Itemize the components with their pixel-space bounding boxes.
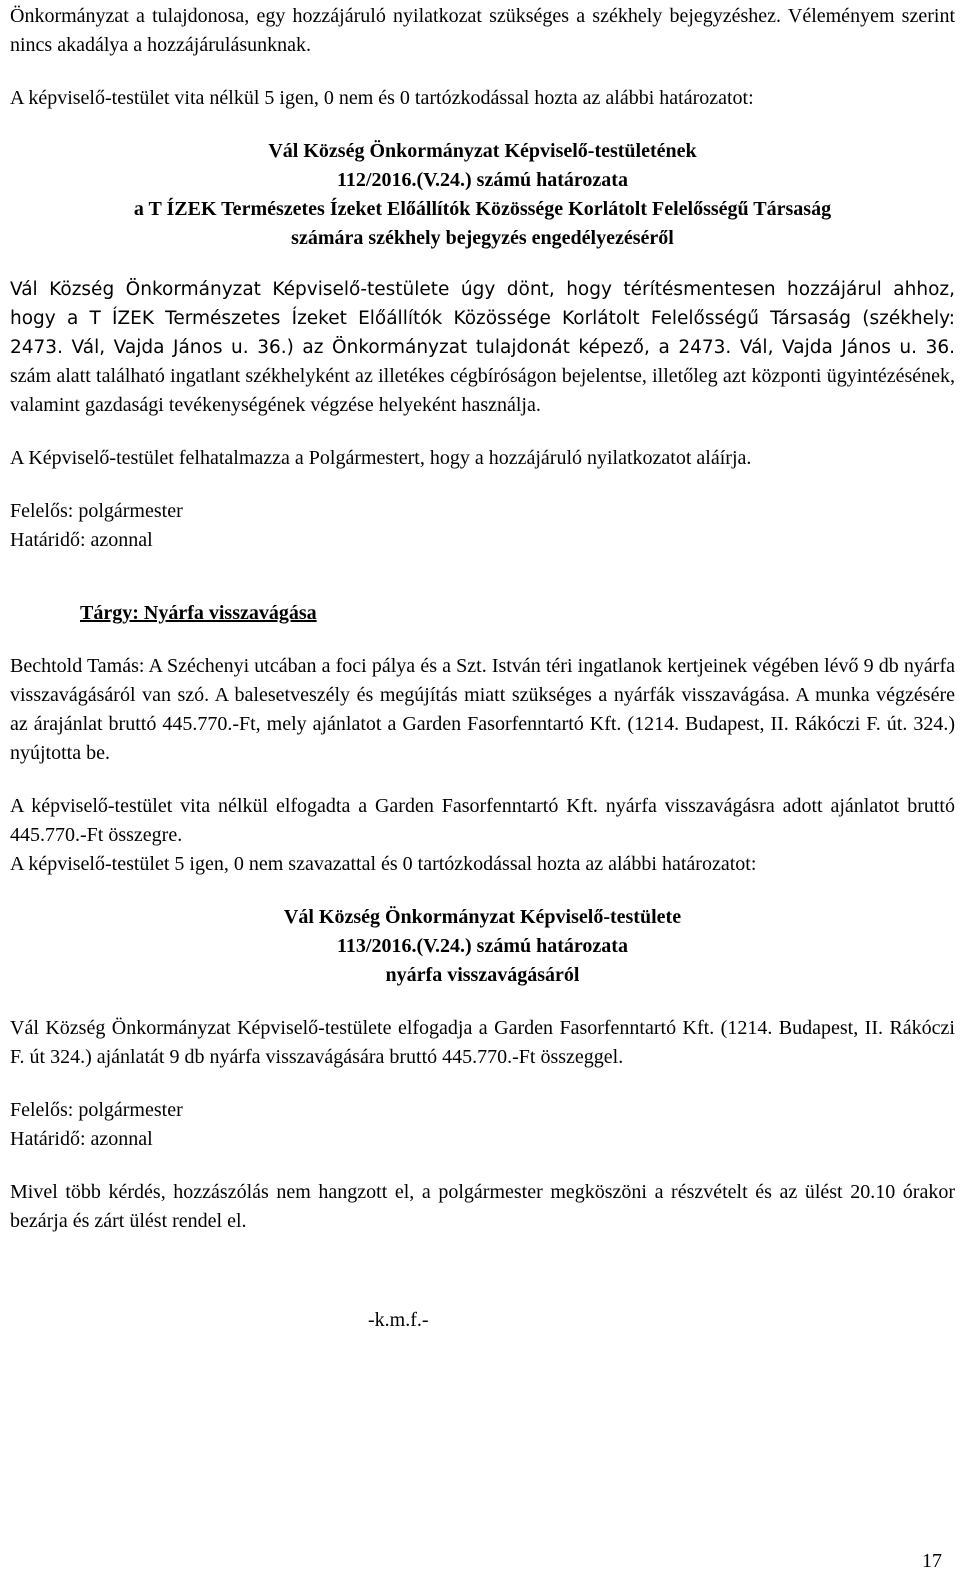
resolution-1-subject-line-2: számára székhely bejegyzés engedélyezéséről [291,227,674,249]
resolution-1-responsible: Felelős: polgármester [10,500,183,522]
resolution-2-subject: nyárfa visszavágásáról [385,964,580,986]
bechtold-paragraph: Bechtold Tamás: A Széchenyi utcában a foci pálya és a Szt. István téri ingatlanok kertjeinek végében lévő 9 db nyárfa visszavágásáról van szó. A balesetveszély és megújítás miatt szükséges a nyárfák visszavágása. A munka végzésére az árajánlat bruttó 445.770.-Ft, mely ajánlatot a Garden Fasorfenntartó Kft. (1214. Budapest, II. Rákóczi F. út. 324.) nyújtotta be. [10,655,955,764]
closing-paragraph: Mivel több kérdés, hozzászólás nem hangzott el, a polgármester megköszöni a részvételt és az ülést 20.10 órakor bezárja és zárt ülést rendel el. [10,1181,955,1232]
resolution-1-body-tail: szám alatt található ingatlant székhelyként az illetékes cégbíróságon bejelentse, illetőleg azt központi ügyintézésének, valamint gazdasági tevékenységének végzése helyeként használja. [10,365,955,416]
resolution-2-body-name: Vál Község Önkormányzat Képviselő-testülete [283,906,682,928]
resolution-1-heading [10,137,955,253]
resolution-2-number: 113/2016.(V.24.) számú határozata [337,935,628,957]
resolution-1-body [10,275,955,420]
vote-statement-2: A képviselő-testület 5 igen, 0 nem szavazattal és 0 tartózkodással hozta az alábbi határozatot: [10,853,757,875]
resolution-1-body-sans: Vál Község Önkormányzat Képviselő-testülete úgy dönt, hogy térítésmentesen hozzájárul ahhoz, hogy a T ÍZEK Természetes Ízeket Előállítók Közössége Korlátolt Felelősségű Társaság (székhely: 2473. Vál, Vajda János u. 36.) az Önkormányzat tulajdonát képező, a 2473. Vál, Vajda János u. 36. [10,279,955,358]
signature-marker: -k.m.f.- [368,1309,429,1331]
resolution-2-deadline: Határidő: azonnal [10,1128,153,1150]
resolution-1-authorization: A Képviselő-testület felhatalmazza a Polgármestert, hogy a hozzájáruló nyilatkozatot aláírja. [10,447,752,469]
resolution-1-number: 112/2016.(V.24.) számú határozata [337,169,628,191]
subject-heading: Tárgy: Nyárfa visszavágása [80,602,317,624]
resolution-1-body-name: Vál Község Önkormányzat Képviselő-testületének [268,140,697,162]
resolution-1-subject-line-1: a T ÍZEK Természetes Ízeket Előállítók Közössége Korlátolt Felelősségű Társaság [133,198,832,220]
resolution-2-body: Vál Község Önkormányzat Képviselő-testülete elfogadja a Garden Fasorfenntartó Kft. (1214. Budapest, II. Rákóczi F. út 324.) ajánlatát 9 db nyárfa visszavágására bruttó 445.770.-Ft összeggel. [10,1017,955,1068]
document-page [10,0,955,1335]
vote-statement-1: A képviselő-testület vita nélkül 5 igen, 0 nem és 0 tartózkodással hozta az alábbi határozatot: [10,87,754,109]
acceptance-paragraph: A képviselő-testület vita nélkül elfogadta a Garden Fasorfenntartó Kft. nyárfa visszavágásra adott ajánlatot bruttó 445.770.-Ft összegre. [10,795,955,846]
intro-paragraph: Önkormányzat a tulajdonosa, egy hozzájáruló nyilatkozat szükséges a székhely bejegyzéshez. Véleményem szerint nincs akadálya a hozzájárulásunknak. [10,5,955,56]
page-number: 17 [922,1550,942,1572]
resolution-2-heading [10,903,955,990]
resolution-1-deadline: Határidő: azonnal [10,529,153,551]
resolution-2-responsible: Felelős: polgármester [10,1099,183,1121]
